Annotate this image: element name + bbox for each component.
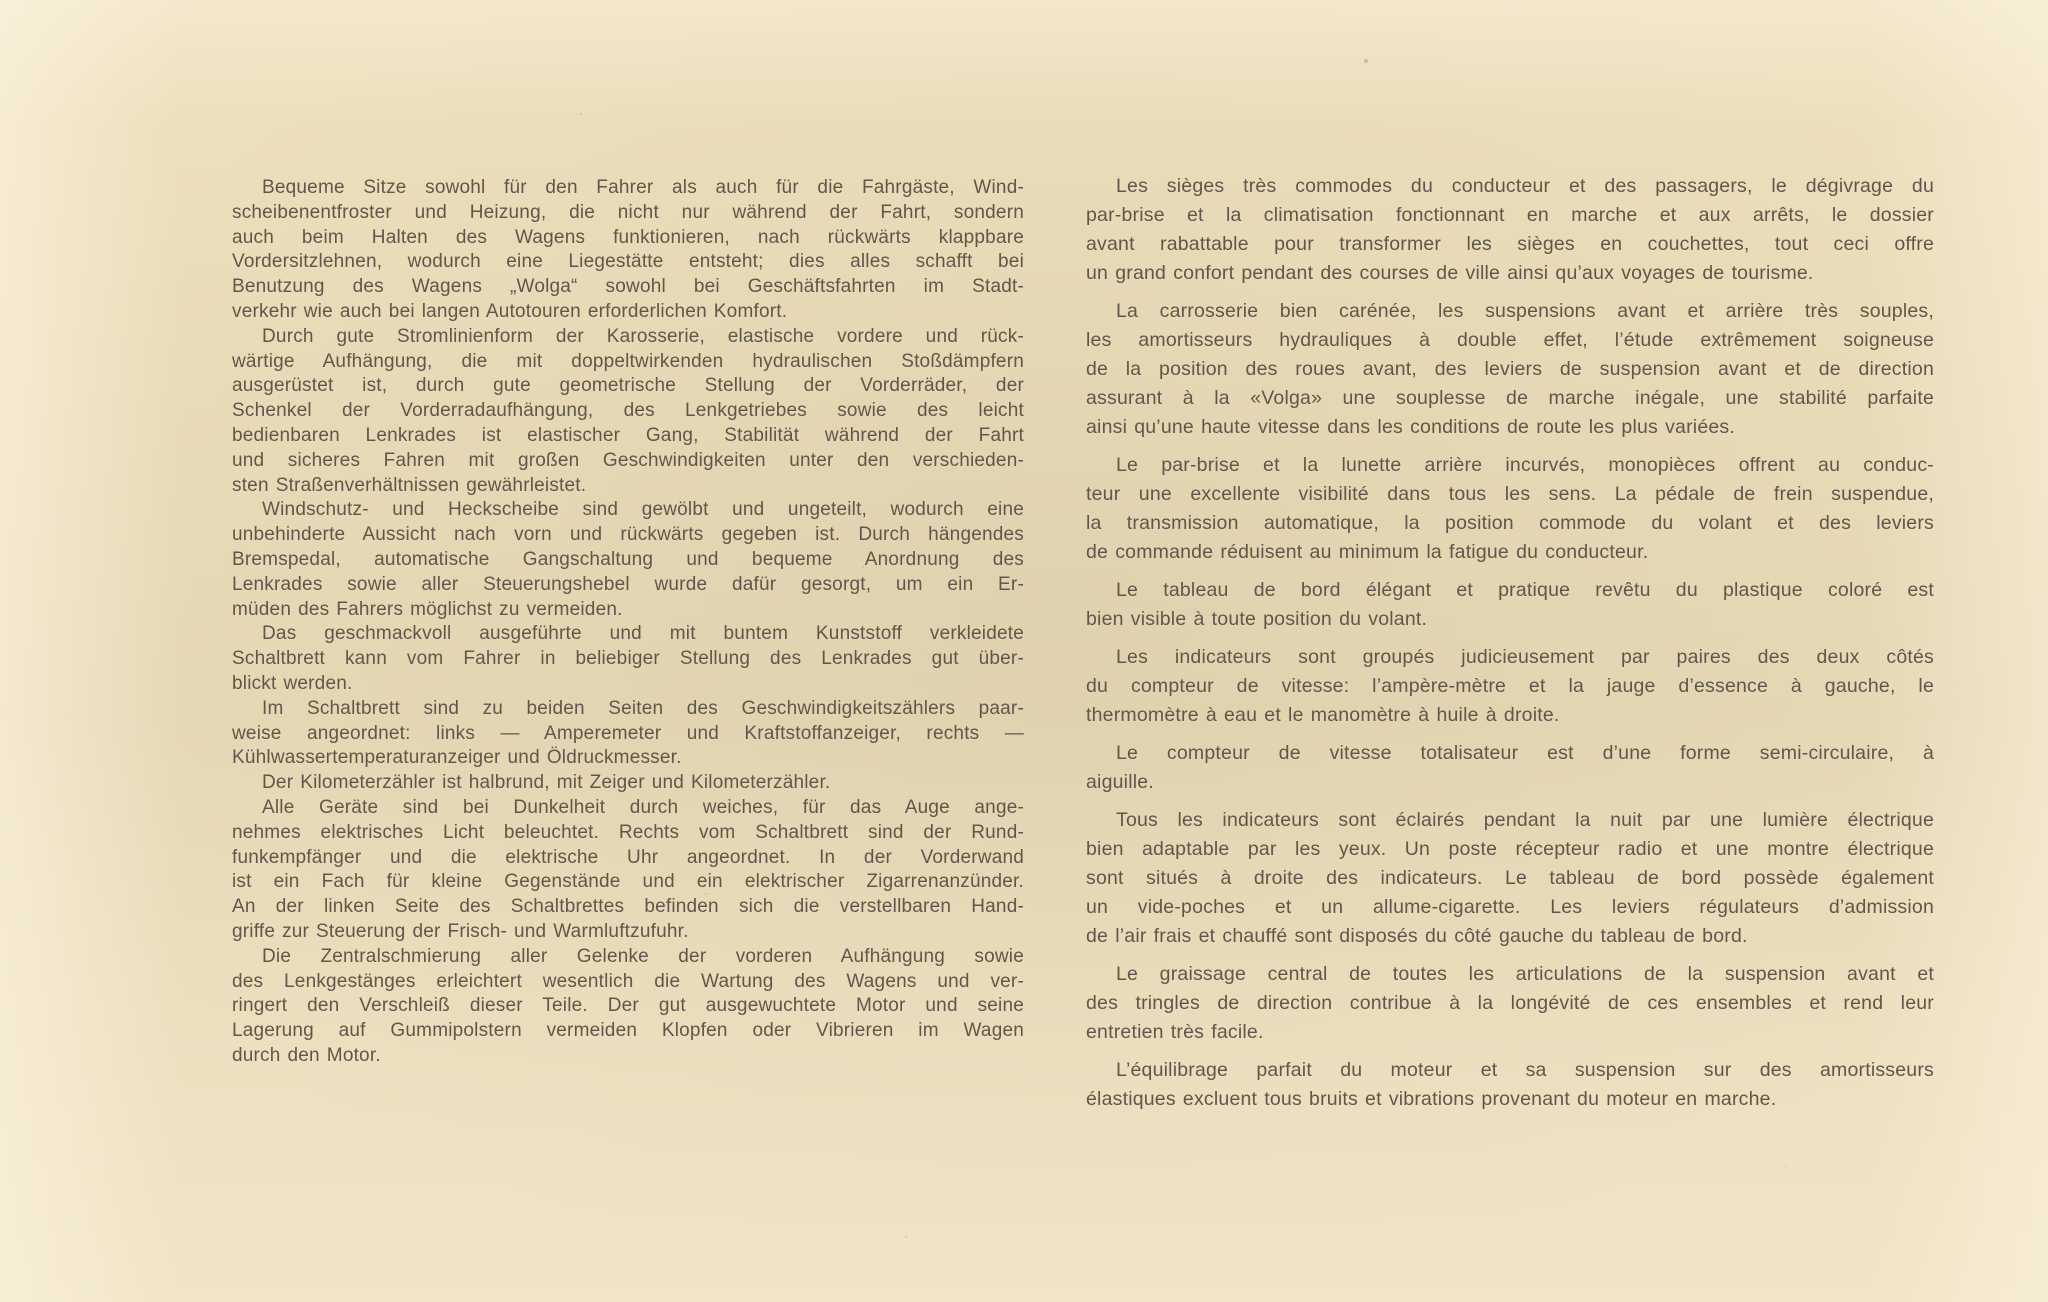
paragraph bbox=[232, 945, 1024, 1069]
text-line: L’équilibrage parfait du moteur et sa suspension sur des amortisseurs bbox=[1116, 1059, 1934, 1081]
text-line: Tous les indicateurs sont éclairés pendant la nuit par une lumière électrique bbox=[1116, 809, 1934, 831]
text-line: avant rabattable pour transformer les sièges en couchettes, tout ceci offre bbox=[1086, 233, 1934, 255]
text-line: des Lenkgestänges erleichtert wesentlich die Wartung des Wagens und ver- bbox=[232, 970, 1024, 992]
paragraph bbox=[1086, 172, 1934, 288]
paragraph bbox=[232, 176, 1024, 325]
text-line: Schaltbrett kann vom Fahrer in beliebiger Stellung des Lenkrades gut über- bbox=[232, 648, 1024, 670]
text-line: verkehr wie auch bei langen Autotouren erforderlichen Komfort. bbox=[232, 300, 788, 322]
text-line: funkempfänger und die elektrische Uhr angeordnet. In der Vorderwand bbox=[232, 846, 1024, 868]
text-line: Schenkel der Vorderradaufhängung, des Lenkgetriebes sowie des leicht bbox=[232, 400, 1024, 422]
paragraph bbox=[232, 796, 1024, 945]
paragraph bbox=[232, 697, 1024, 771]
paragraph bbox=[1086, 297, 1934, 442]
text-line: Benutzung des Wagens „Wolga“ sowohl bei Geschäftsfahrten im Stadt- bbox=[232, 276, 1024, 298]
text-line: un grand confort pendant des courses de ville ainsi qu’aux voyages de tourisme. bbox=[1086, 262, 1814, 284]
text-line: Die Zentralschmierung aller Gelenke der vorderen Aufhängung sowie bbox=[262, 945, 1024, 967]
text-line: durch den Motor. bbox=[232, 1044, 381, 1066]
paragraph bbox=[1086, 643, 1934, 730]
text-line: aiguille. bbox=[1086, 771, 1154, 793]
text-line: Bremspedal, automatische Gangschaltung und bequeme Anordnung des bbox=[232, 548, 1024, 570]
text-line: Le par-brise et la lunette arrière incurvés, monopièces offrent au conduc- bbox=[1116, 454, 1934, 476]
text-line: Im Schaltbrett sind zu beiden Seiten des Geschwindigkeitszählers paar- bbox=[262, 697, 1024, 719]
text-line: élastiques excluent tous bruits et vibrations provenant du moteur en marche. bbox=[1086, 1088, 1777, 1110]
text-line: thermomètre à eau et le manomètre à huile à droite. bbox=[1086, 704, 1560, 726]
text-line: müden des Fahrers möglichst zu vermeiden. bbox=[232, 598, 623, 620]
text-line: scheibenentfroster und Heizung, die nicht nur während der Fahrt, sondern bbox=[232, 201, 1024, 223]
text-line: weise angeordnet: links — Amperemeter und Kraftstoffanzeiger, rechts — bbox=[232, 722, 1024, 744]
text-line: teur une excellente visibilité dans tous les sens. La pédale de frein suspendue, bbox=[1086, 483, 1934, 505]
text-line: La carrosserie bien carénée, les suspensions avant et arrière très souples, bbox=[1116, 300, 1934, 322]
text-line: les amortisseurs hydrauliques à double effet, l’étude extrêmement soigneuse bbox=[1086, 329, 1934, 351]
text-line: Windschutz- und Heckscheibe sind gewölbt und ungeteilt, wodurch eine bbox=[262, 499, 1024, 521]
text-line: wärtige Aufhängung, die mit doppeltwirkenden hydraulischen Stoßdämpfern bbox=[232, 350, 1024, 372]
text-line: du compteur de vitesse: l’ampère-mètre et la jauge d’essence à gauche, le bbox=[1086, 675, 1934, 697]
text-line: nehmes elektrisches Licht beleuchtet. Rechts vom Schaltbrett sind der Rund- bbox=[232, 821, 1024, 843]
text-line: de la position des roues avant, des leviers de suspension avant et de direction bbox=[1086, 358, 1934, 380]
paragraph bbox=[232, 771, 1024, 796]
text-line: la transmission automatique, la position commode du volant et des leviers bbox=[1086, 512, 1934, 534]
paragraph bbox=[1086, 960, 1934, 1047]
paragraph bbox=[232, 498, 1024, 622]
text-line: Durch gute Stromlinienform der Karosserie, elastische vordere und rück- bbox=[262, 325, 1024, 347]
text-line: assurant à la «Volga» une souplesse de marche inégale, une stabilité parfaite bbox=[1086, 387, 1934, 409]
text-line: griffe zur Steuerung der Frisch- und Warmluftzufuhr. bbox=[232, 920, 689, 942]
text-line: entretien très facile. bbox=[1086, 1021, 1264, 1043]
text-line: Das geschmackvoll ausgeführte und mit buntem Kunststoff verkleidete bbox=[262, 623, 1024, 645]
text-line: sont situés à droite des indicateurs. Le tableau de bord possède également bbox=[1086, 867, 1934, 889]
text-line: ainsi qu’une haute vitesse dans les conditions de route les plus variées. bbox=[1086, 416, 1735, 438]
paragraph bbox=[1086, 576, 1934, 634]
text-line: ausgerüstet ist, durch gute geometrische Stellung der Vorderräder, der bbox=[232, 375, 1024, 397]
text-line: sten Straßenverhältnissen gewährleistet. bbox=[232, 474, 587, 496]
french-text-column bbox=[1086, 172, 1934, 1114]
text-line: de commande réduisent au minimum la fatigue du conducteur. bbox=[1086, 541, 1649, 563]
german-text-column bbox=[232, 176, 1024, 1069]
text-line: bien visible à toute position du volant. bbox=[1086, 608, 1428, 630]
paragraph bbox=[232, 622, 1024, 696]
text-line: Le compteur de vitesse totalisateur est d’une forme semi-circulaire, à bbox=[1116, 742, 1934, 764]
text-line: Der Kilometerzähler ist halbrund, mit Zeiger und Kilometerzähler. bbox=[262, 772, 831, 794]
text-line: par-brise et la climatisation fonctionnant en marche et aux arrêts, le dossier bbox=[1086, 204, 1934, 226]
text-line: Lagerung auf Gummipolstern vermeiden Klopfen oder Vibrieren im Wagen bbox=[232, 1020, 1024, 1042]
text-line: un vide-poches et un allume-cigarette. Les leviers régulateurs d’admission bbox=[1086, 896, 1934, 918]
paragraph bbox=[1086, 451, 1934, 567]
text-line: und sicheres Fahren mit großen Geschwindigkeiten unter den verschieden- bbox=[232, 449, 1024, 471]
text-line: An der linken Seite des Schaltbrettes befinden sich die verstellbaren Hand- bbox=[232, 896, 1024, 918]
text-line: auch beim Halten des Wagens funktionieren, nach rückwärts klappbare bbox=[232, 226, 1024, 248]
text-line: ist ein Fach für kleine Gegenstände und ein elektrischer Zigarrenanzünder. bbox=[232, 871, 1024, 893]
text-line: bien adaptable par les yeux. Un poste récepteur radio et une montre électrique bbox=[1086, 838, 1934, 860]
paragraph bbox=[232, 325, 1024, 499]
text-line: Les indicateurs sont groupés judicieusement par paires des deux côtés bbox=[1116, 646, 1934, 668]
paragraph bbox=[1086, 806, 1934, 951]
paragraph bbox=[1086, 739, 1934, 797]
text-line: Le graissage central de toutes les articulations de la suspension avant et bbox=[1116, 963, 1934, 985]
text-line: unbehinderte Aussicht nach vorn und rückwärts gegeben ist. Durch hängendes bbox=[232, 524, 1024, 546]
text-line: Les sièges très commodes du conducteur et des passagers, le dégivrage du bbox=[1116, 175, 1934, 197]
text-line: Bequeme Sitze sowohl für den Fahrer als auch für die Fahrgäste, Wind- bbox=[262, 177, 1024, 198]
text-line: bedienbaren Lenkrades ist elastischer Gang, Stabilität während der Fahrt bbox=[232, 424, 1024, 446]
text-line: Lenkrades sowie aller Steuerungshebel wurde dafür gesorgt, um ein Er- bbox=[232, 573, 1024, 595]
text-line: Vordersitzlehnen, wodurch eine Liegestätte entsteht; dies alles schafft bei bbox=[232, 251, 1024, 273]
paper-speckles bbox=[0, 0, 2, 2]
text-line: des tringles de direction contribue à la longévité de ces ensembles et rend leur bbox=[1086, 992, 1934, 1014]
text-line: de l’air frais et chauffé sont disposés du côté gauche du tableau de bord. bbox=[1086, 925, 1748, 947]
text-line: ringert den Verschleiß dieser Teile. Der gut ausgewuchtete Motor und seine bbox=[232, 995, 1024, 1017]
text-line: Alle Geräte sind bei Dunkelheit durch weiches, für das Auge ange- bbox=[262, 796, 1024, 818]
text-line: Kühlwassertemperaturanzeiger und Öldruckmesser. bbox=[232, 747, 682, 769]
paragraph bbox=[1086, 1056, 1934, 1114]
text-line: Le tableau de bord élégant et pratique revêtu du plastique coloré est bbox=[1116, 579, 1934, 601]
text-line: blickt werden. bbox=[232, 672, 353, 694]
